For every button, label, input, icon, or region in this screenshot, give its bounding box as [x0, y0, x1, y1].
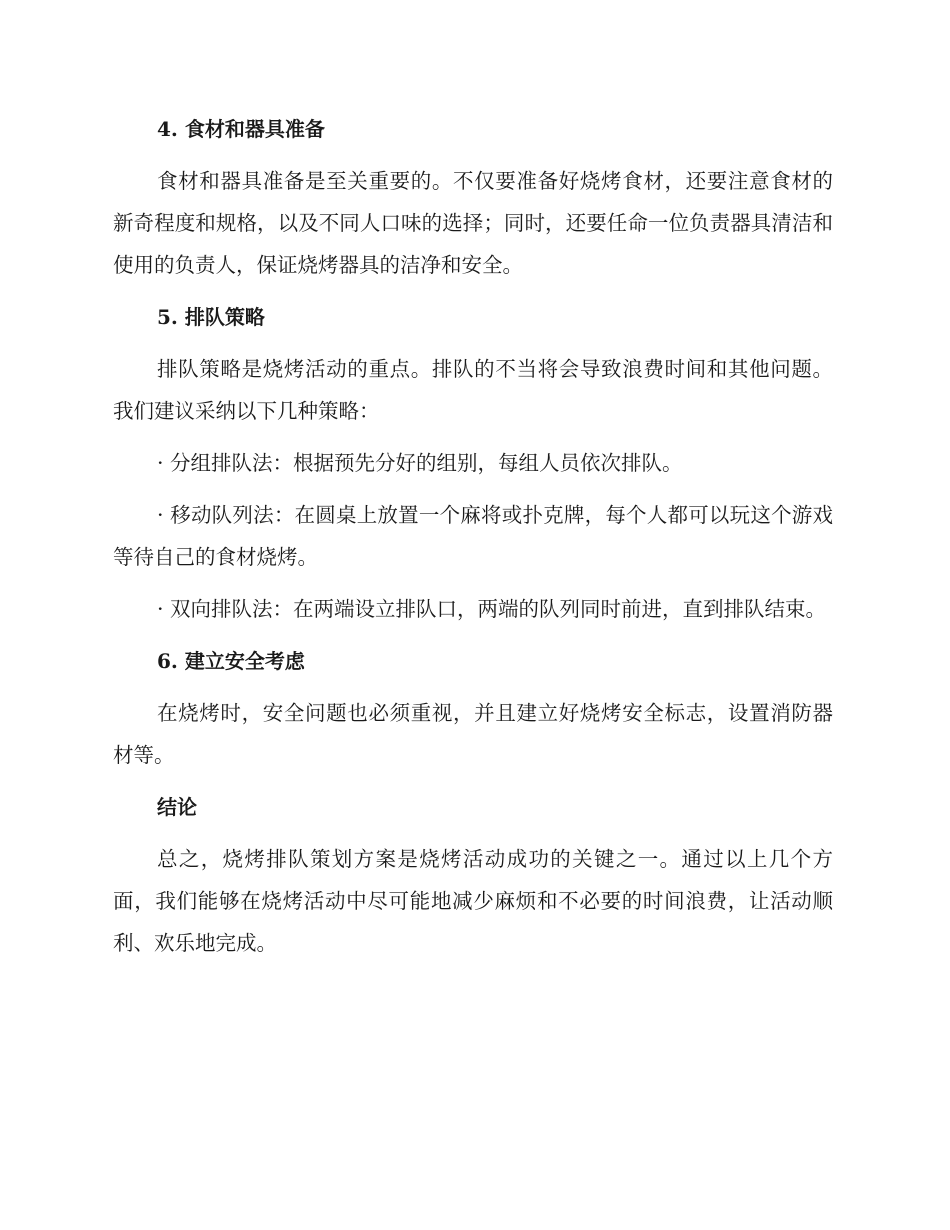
section-food-and-equipment — [113, 108, 833, 296]
body-paragraph: 排队策略是烧烤活动的重点。排队的不当将会导致浪费时间和其他问题。我们建议采纳以下几种策略： — [113, 357, 833, 423]
section-heading: 5. 排队策略 — [157, 305, 265, 329]
body-paragraph: 食材和器具准备是至关重要的。不仅要准备好烧烤食材，还要注意食材的新奇程度和规格，以及不同人口味的选择；同时，还要任命一位负责器具清洁和使用的负责人，保证烧烤器具的洁净和安全。 — [113, 169, 833, 277]
section-safety — [113, 640, 833, 786]
document-body — [113, 108, 833, 964]
section-heading: 4. 食材和器具准备 — [157, 117, 325, 141]
section-conclusion — [113, 786, 833, 964]
section-heading: 结论 — [157, 795, 197, 819]
body-paragraph: 总之，烧烤排队策划方案是烧烤活动成功的关键之一。通过以上几个方面，我们能够在烧烤活动中尽可能地减少麻烦和不必要的时间浪费，让活动顺利、欢乐地完成。 — [113, 847, 833, 955]
bullet-item: · 移动队列法：在圆桌上放置一个麻将或扑克牌，每个人都可以玩这个游戏等待自己的食材烧烤。 — [113, 503, 833, 569]
bullet-item: · 分组排队法：根据预先分好的组别，每组人员依次排队。 — [157, 451, 683, 475]
section-queue-strategy — [113, 296, 833, 640]
body-paragraph: 在烧烤时，安全问题也必须重视，并且建立好烧烤安全标志，设置消防器材等。 — [113, 701, 833, 767]
section-heading: 6. 建立安全考虑 — [157, 649, 305, 673]
bullet-item: · 双向排队法：在两端设立排队口，两端的队列同时前进，直到排队结束。 — [157, 597, 827, 621]
